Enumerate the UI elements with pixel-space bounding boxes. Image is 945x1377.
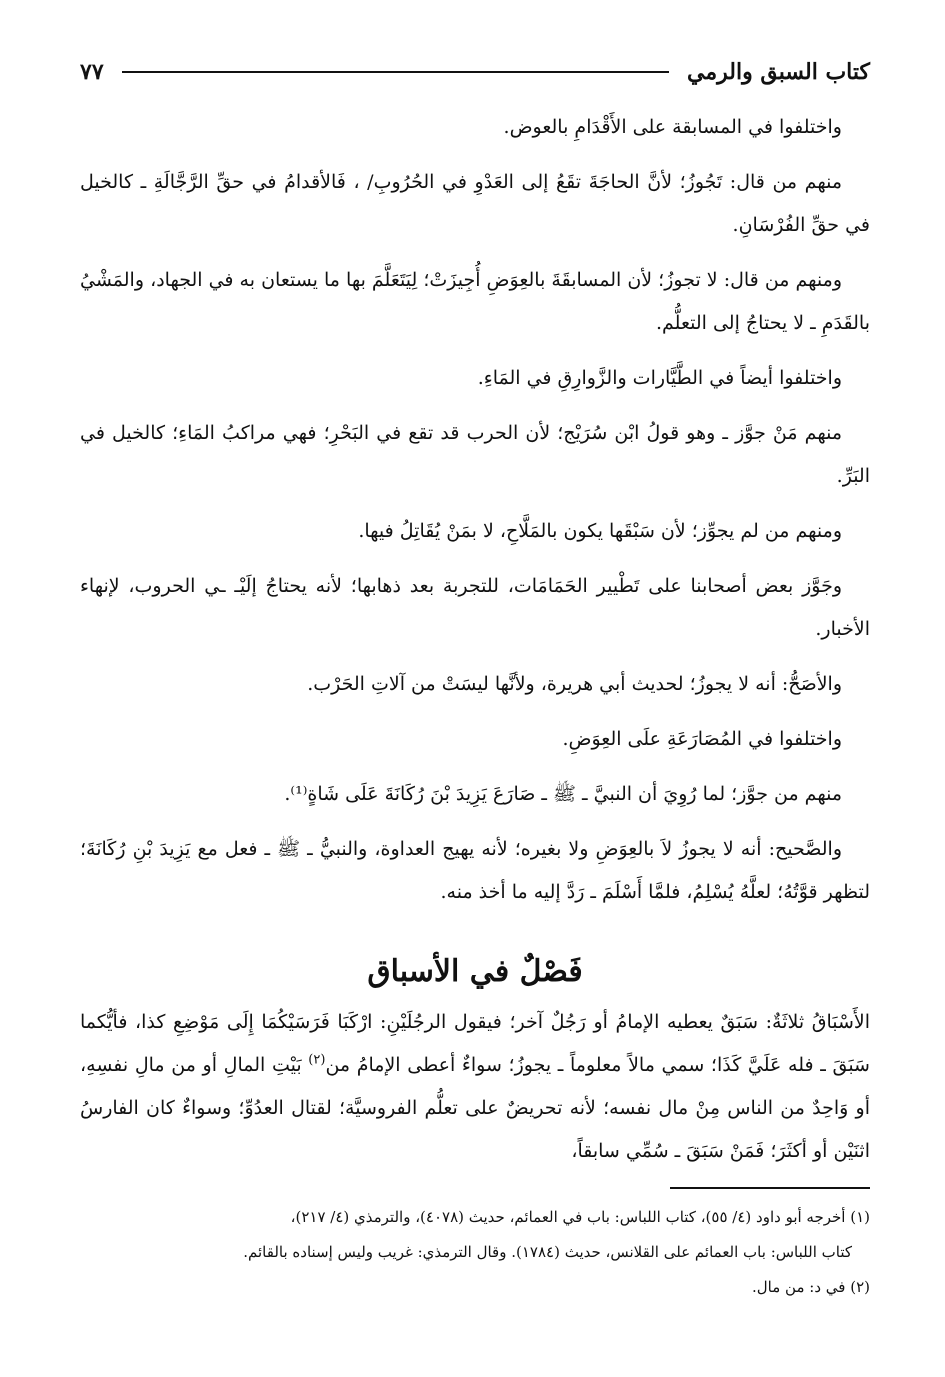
paragraph: وجَوَّز بعض أصحابنا على تَطْيير الحَمَامَات، للتجربة بعد ذهابها؛ لأنه يحتاجُ إلَيْـ ـي الحروب، لإنهاء الأخبار.: [80, 575, 870, 640]
footnotes: [80, 1203, 870, 1302]
paragraph: واختلفوا أيضاً في الطَّيَّارات والزَّوارِقِ في المَاءِ.: [477, 367, 842, 389]
paragraph: واختلفوا في المسابقة على الأَقْدَامِ بالعوض.: [503, 116, 842, 138]
footnote-1: (١) أخرجه أبو داود (٤/ ٥٥)، كتاب اللباس: باب في العمائم، حديث (٤٠٧٨)، والترمذي (٤/ ٢١٧)،: [290, 1208, 870, 1226]
section-heading: فَصْلٌ في الأسباق: [367, 954, 583, 989]
paragraph: واختلفوا في المُصَارَعَةِ علَى العِوَضِ.: [562, 728, 842, 750]
paragraph: منهم مَنْ جوَّز ـ وهو قولُ ابْن سُرَيْج؛ لأن الحرب قد تقع في البَحْرِ؛ فهي مراكبُ المَاءِ؛ كالخيل في البَرِّ.: [80, 422, 870, 487]
section-text-part1: الأَسْبَاقُ ثلاثَةٌ: سَبَقٌ يعطيه الإمامُ أو رَجُلٌ آخر؛ فيقول الرجُلَيْنِ: ارْكَبَا فَرَسَيْكُمَا إِلَى مَوْضِعِ كذا، فأيُّكما سَبَقَ ـ فله عَلَيَّ كَذَا؛ سمي مالاً معلوماً ـ يجوزُ؛ سواءٌ أعطى الإمامُ من: [80, 1011, 870, 1076]
paragraph: ومنهم من قال: لا تجوزُ؛ لأن المسابقَةَ بالعِوَضِ أُجِيزَتْ؛ لِيَتَعَلَّمَ بها ما يستعان به في الجهاد، والمَشْيُ بالقَدَمِ ـ لا يحتاجُ إلى التعلُّم.: [80, 269, 870, 334]
header-rule: [122, 71, 669, 73]
footnote-separator: [670, 1187, 870, 1189]
paragraph: منهم من جوَّز؛ لما رُوِيَ أن النبيَّ ـ ﷺ ـ صَارَعَ يَزِيدَ بْنَ رُكَانَةَ عَلَى شَاةٍ⁽¹⁾.: [284, 783, 842, 805]
paragraph: والأصَحُّ: أنه لا يجوزُ؛ لحديث أبي هريرة، ولأنَّها ليسَتْ من آلاتِ الحَرْب.: [307, 673, 842, 695]
running-header: [80, 50, 870, 94]
chapter-title: كتاب السبق والرمي: [687, 59, 870, 85]
section-text-part2: بَيْتِ المالِ أو من مالِ نفسِهِ، أو وَاحِدٌ من الناس مِنْ مال نفسه؛ لأنه تحريضٌ على تعلُّم الفروسيَّة؛ لقتال العدُوِّ؛ وسواءٌ كان الفارسُ اثنَيْن أو أكثَرَ؛ فَمَنْ سَبَقَ ـ سُمِّي سابقاً،: [80, 1054, 870, 1162]
paragraph: منهم من قال: تَجُوزُ؛ لأنَّ الحاجَةَ تقَعُ إلى العَدْوِ في الحُرُوبِ/ ، فَالأقدامُ في حقِّ الرَّجَّالَةِ ـ كالخيل في حقِّ الفُرْسَانِ.: [80, 171, 870, 236]
paragraph: ومنهم من لم يجوِّز؛ لأن سَبْقَها يكون بالمَلَّاحِ، لا بمَنْ يُقَاتِلُ فيها.: [358, 520, 842, 542]
section-paragraph: [80, 1001, 870, 1173]
footnote-reference[interactable]: (٢): [308, 1052, 326, 1068]
paragraph: والصَّحيح: أنه لا يجوزُ لاَ بالعِوَضِ ولا بغيره؛ لأنه يهيج العداوة، والنبيُّ ـ ﷺ ـ فعل مع يَزِيدَ بْنِ رُكَانَةَ؛ لتظهر قوَّتُهُ؛ لعلَّهُ يُسْلِمُ، فلمَّا أَسْلَمَ ـ رَدَّ إليه ما أخذ منه.: [80, 838, 870, 903]
book-page: [80, 50, 870, 1308]
footnote-2: (٢) في د: من مال.: [752, 1278, 870, 1296]
footnote-1-continued: كتاب اللباس: باب العمائم على القلانس، حديث (١٧٨٤). وقال الترمذي: غريب وليس إسناده بالقائم.: [243, 1243, 852, 1261]
main-text: [80, 106, 870, 1173]
page-number: ٧٧: [80, 59, 104, 85]
